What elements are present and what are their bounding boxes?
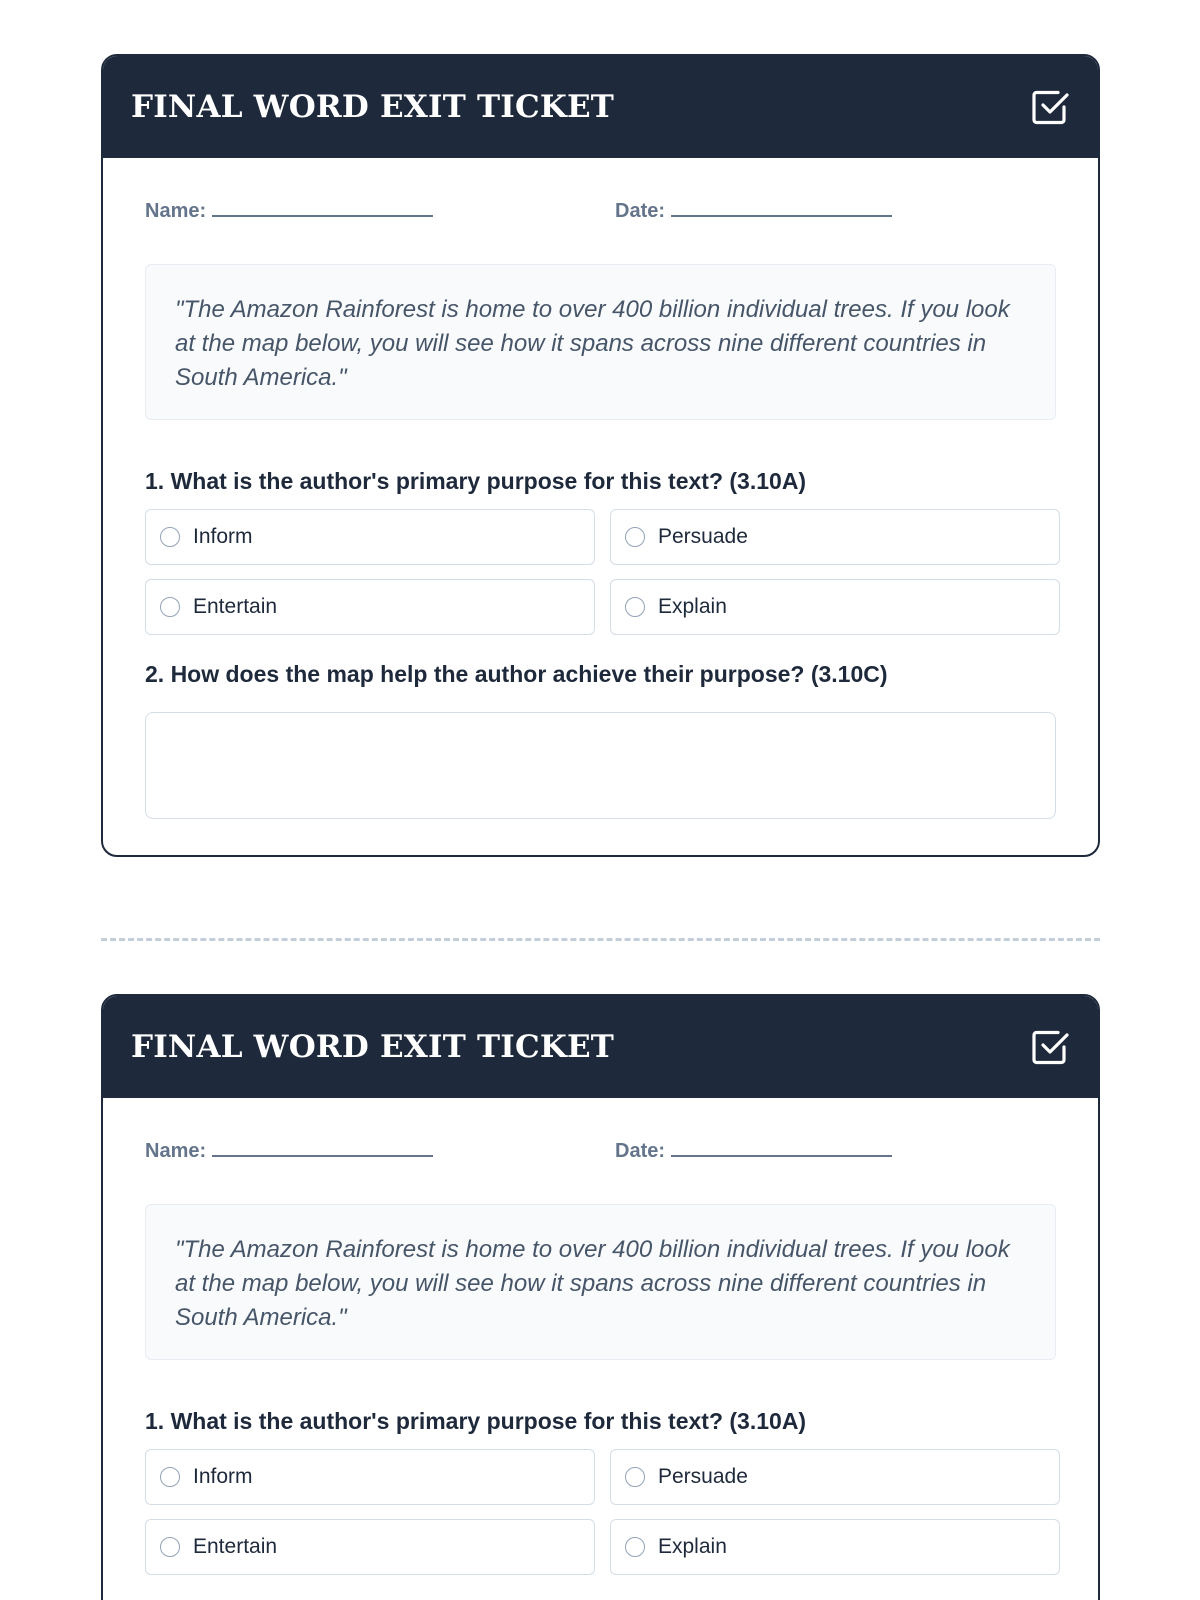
checkbox-checked-icon: [1030, 87, 1070, 127]
option-explain[interactable]: [610, 579, 1060, 635]
date-field[interactable]: [615, 1140, 892, 1163]
option-label: Inform: [193, 525, 253, 548]
radio-button[interactable]: [160, 527, 180, 547]
option-label: Persuade: [658, 1465, 748, 1488]
date-label: Date:: [615, 199, 666, 222]
ticket-header: [103, 56, 1098, 158]
passage-quote: "The Amazon Rainforest is home to over 400 billion individual trees. If you look at the map below, you will see how it spans across nine different countries in South America.": [145, 264, 1056, 420]
name-field[interactable]: [145, 1140, 615, 1163]
radio-button[interactable]: [625, 597, 645, 617]
date-field[interactable]: [615, 200, 892, 223]
option-persuade[interactable]: [610, 509, 1060, 565]
meta-row: [145, 1098, 1056, 1204]
option-entertain[interactable]: [145, 1519, 595, 1575]
radio-button[interactable]: [160, 597, 180, 617]
exit-ticket-2: [101, 994, 1100, 1600]
question-1-options: [145, 1449, 1056, 1575]
radio-button[interactable]: [625, 1537, 645, 1557]
radio-button[interactable]: [160, 1537, 180, 1557]
question-1-options: [145, 509, 1056, 635]
radio-button[interactable]: [160, 1467, 180, 1487]
option-label: Explain: [658, 1535, 727, 1558]
name-label: Name:: [145, 199, 207, 222]
option-label: Persuade: [658, 525, 748, 548]
name-blank-line[interactable]: [212, 1141, 433, 1157]
date-blank-line[interactable]: [671, 201, 892, 217]
option-inform[interactable]: [145, 1449, 595, 1505]
checkbox-checked-icon: [1030, 1027, 1070, 1067]
ticket-title: FINAL WORD EXIT TICKET: [131, 1029, 615, 1065]
ticket-body: [103, 158, 1098, 819]
question-1: 1. What is the author's primary purpose for this text? (3.10A): [145, 468, 807, 494]
ticket-body: [103, 1098, 1098, 1575]
passage-quote: "The Amazon Rainforest is home to over 400 billion individual trees. If you look at the map below, you will see how it spans across nine different countries in South America.": [145, 1204, 1056, 1360]
option-label: Inform: [193, 1465, 253, 1488]
option-persuade[interactable]: [610, 1449, 1060, 1505]
ticket-title: FINAL WORD EXIT TICKET: [131, 89, 615, 125]
option-explain[interactable]: [610, 1519, 1060, 1575]
date-label: Date:: [615, 1139, 666, 1162]
radio-button[interactable]: [625, 527, 645, 547]
date-blank-line[interactable]: [671, 1141, 892, 1157]
meta-row: [145, 158, 1056, 264]
option-entertain[interactable]: [145, 579, 595, 635]
ticket-header: [103, 996, 1098, 1098]
name-field[interactable]: [145, 200, 615, 223]
cut-line-separator: [101, 938, 1100, 941]
question-2-answer-box[interactable]: [145, 712, 1056, 819]
option-inform[interactable]: [145, 509, 595, 565]
radio-button[interactable]: [625, 1467, 645, 1487]
question-1: 1. What is the author's primary purpose for this text? (3.10A): [145, 1408, 807, 1434]
option-label: Entertain: [193, 595, 278, 618]
option-label: Entertain: [193, 1535, 278, 1558]
question-2: 2. How does the map help the author achieve their purpose? (3.10C): [145, 661, 888, 687]
exit-ticket-1: [101, 54, 1100, 857]
name-blank-line[interactable]: [212, 201, 433, 217]
name-label: Name:: [145, 1139, 207, 1162]
option-label: Explain: [658, 595, 727, 618]
